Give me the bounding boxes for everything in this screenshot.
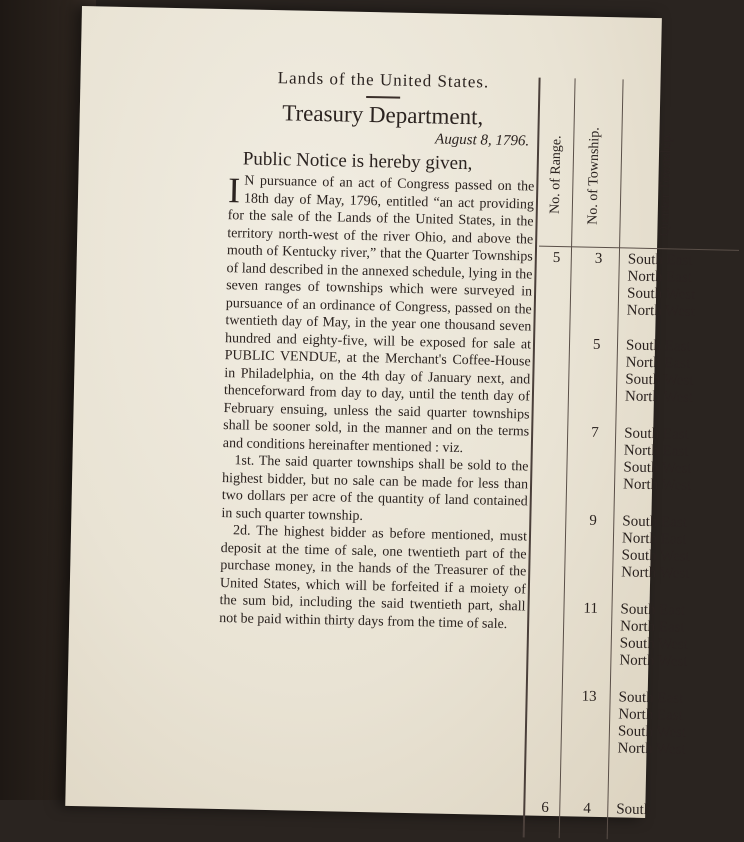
quarter-cell: South	[616, 801, 652, 819]
quarter-cell: North West	[619, 652, 688, 670]
township-number: 13	[581, 688, 597, 705]
quarter-cell: South East	[623, 425, 689, 443]
quarter-group	[623, 425, 693, 494]
quarter-group	[625, 337, 695, 406]
range-number: 6	[541, 799, 549, 816]
quarter-cell: South West	[625, 371, 694, 389]
paragraph-intro-text: N pursuance of an act of Congress passed on the 18th day of May, 1796, entitled “an act providing for the sale of the Lands of the United States, in the territory north-west of the river Ohio, and above the mouth of Kentucky river,” that the Quarter Townships of land described in the annexed schedule, lying in the seven ranges of townships which were surveyed in pursuance of an ordinance of Congress, passed on the twentieth day of May, in the year one thousand seven hundred and eighty-five, will be exposed for sale at PUBLIC VENDUE, at the Merchant's Coffee-House in Philadelphia, on the 4th day of January next, and thenceforward from day to day, until the tenth day of February ensuing, unless the said quarter townships shall be sooner sold, in the manner and on the terms and conditions hereinafter mentioned : viz.	[222, 173, 535, 456]
township-number: 11	[583, 600, 599, 617]
quarter-cell: North West	[617, 740, 686, 758]
section-heading: Lands of the United States.	[277, 68, 490, 92]
quarter-cell: North West	[626, 302, 695, 320]
quarter-group	[619, 601, 689, 670]
quarter-cell: North West	[621, 564, 690, 582]
quarter-cell: North East	[619, 618, 685, 636]
quarter-cell: South East	[620, 601, 686, 619]
quarter-cell: North East	[627, 268, 693, 286]
paragraph-intro	[223, 172, 535, 458]
drop-cap: I	[227, 170, 241, 211]
quarter-cell: North West	[622, 476, 692, 494]
newspaper-page	[65, 6, 696, 819]
table-header-rule	[539, 246, 739, 251]
notice-column	[219, 67, 537, 633]
township-number: 7	[591, 424, 599, 441]
header-quarter: Quarter Township.	[657, 131, 675, 237]
notice-body	[219, 172, 534, 633]
quarter-cell: South East	[627, 251, 693, 269]
schedule-table	[527, 78, 743, 842]
department-title: Treasury Department,	[282, 100, 484, 130]
header-township: No. of Township.	[585, 127, 603, 225]
township-number: 5	[592, 336, 601, 353]
quarter-cell: North West	[624, 388, 694, 406]
quarter-group	[616, 801, 651, 819]
township-number: 4	[583, 800, 591, 817]
header-range: No. of Range.	[547, 135, 565, 215]
quarter-cell: South West	[617, 723, 687, 741]
quarter-group	[617, 689, 687, 758]
township-number: 3	[594, 250, 603, 267]
quarter-cell: South East	[625, 337, 691, 355]
quarter-cell: South West	[621, 547, 690, 565]
quarter-cell: South East	[618, 689, 684, 707]
quarter-cell: North East	[625, 354, 691, 372]
quarter-cell: South East	[622, 513, 688, 531]
paragraph-first-term: 1st. The said quarter townships shall be sold to the highest bidder, but no sale can be made for less than two dollars per acre of the quantity of land contained in such quarter township.	[221, 453, 529, 524]
township-number: 9	[589, 512, 597, 529]
range-number: 5	[552, 249, 561, 267]
quarter-cell: North East	[618, 706, 684, 724]
paragraph-second-term: 2d. The highest bidder as before mentioned, must deposit at the time of sale, one twentieth part of the purchase money, in the hands of the Treasurer of the United States, which will be forfeited if a moiety of the sum bid, including the said twentieth part, shall not be paid within thirty days from the time of sale.	[219, 523, 528, 632]
quarter-cell: South West	[623, 459, 692, 477]
quarter-cell: North East	[623, 442, 689, 460]
quarter-cell: North East	[621, 530, 687, 548]
heading-rule	[366, 96, 400, 99]
notice-date: August 8, 1796.	[434, 131, 530, 150]
quarter-cell: South West	[619, 635, 689, 653]
quarter-cell: South West	[626, 285, 696, 303]
notice-heading: Public Notice is hereby given,	[242, 148, 473, 175]
quarter-group	[627, 251, 697, 320]
quarter-group	[621, 513, 691, 582]
